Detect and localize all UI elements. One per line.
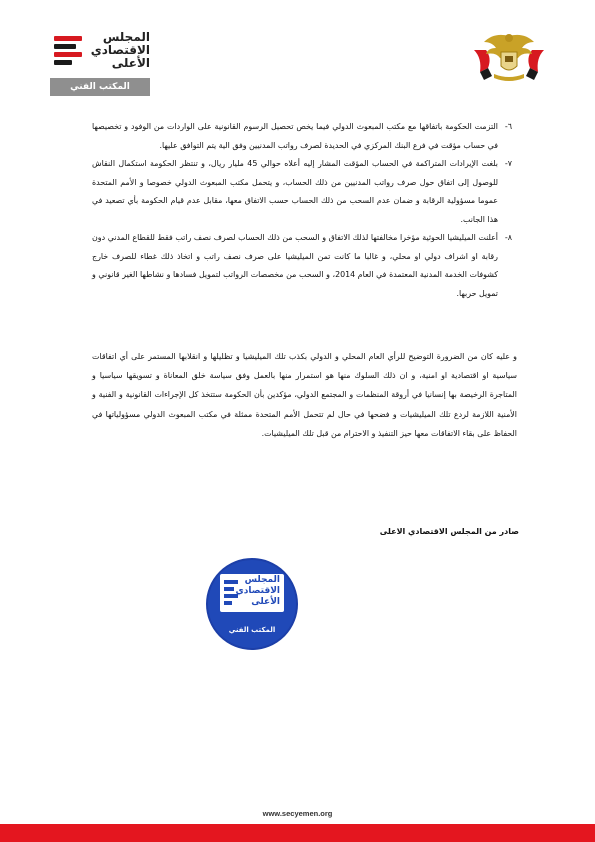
logo-line-3: الأعلى — [111, 56, 150, 70]
list-item — [92, 118, 512, 155]
item-text: بلغت الإيرادات المتراكمة في الحساب المؤقت المشار إليه أعلاه حوالي 45 مليار ريال، و تنتظر الحكومة استكمال النقاش للوصول إلى اتفاق حول صرف رواتب المدنيين من ذلك الحساب، و يتحمل مكتب المبعوث الدولي خصوصا و الأمم المتحدة عموما مسؤولية الرقابة و ضمان عدم السحب من ذلك الحساب حسب الاتفاق معها، مقابل عدم قيام الحكومة بأي تصعيد في هذا الجانب. — [92, 159, 498, 224]
item-text: التزمت الحكومة باتفاقها مع مكتب المبعوث الدولي فيما يخص تحصيل الرسوم القانونية على الواردات من الوفود و تخصيصها في حساب مؤقت في فرع البنك المركزي في الحديدة لصرف رواتب المدنيين وفق الية يتم التوافق عليها. — [92, 122, 498, 150]
item-number: ٦- — [504, 122, 512, 131]
stamp-line-1: المجلس — [244, 575, 280, 585]
council-logo — [52, 30, 152, 74]
yemen-emblem-logo — [470, 28, 548, 86]
numbered-items — [92, 118, 512, 303]
item-number: ٨- — [504, 233, 512, 242]
stamp-line-3: الأعلى — [251, 597, 280, 607]
logo-line-2: الاقتصادي — [90, 43, 150, 57]
stamp-office-label: المكتب الفني — [228, 626, 276, 634]
footer-red-bar — [0, 824, 595, 842]
list-item — [92, 155, 512, 229]
stamp-logo-panel — [220, 574, 284, 612]
item-number: ٧- — [504, 159, 512, 168]
logo-line-1: المجلس — [102, 30, 150, 44]
official-stamp — [206, 558, 298, 650]
website-url[interactable]: www.secyemen.org — [262, 809, 333, 818]
stamp-line-2: الاقتصادي — [235, 586, 280, 596]
issued-by-line: صادر من المجلس الاقتصادي الاعلى — [379, 527, 519, 536]
item-text: أعلنت الميليشيا الحوثية مؤخرا مخالفتها لذلك الاتفاق و السحب من ذلك الحساب لصرف نصف راتب فقط للقطاع المدني دون رقابة او اشراف دولي او محلي، و غالبا ما كانت تمن الميليشيا على صرف نصف راتب و اتخاذ ذلك غطاء للصرف خارج كشوفات الخدمة المدنية المعتمدة في العام 2014، و السحب من مخصصات الرواتب لتمويل فسادها و نشاطها الغير قانوني و تمويل حربها. — [92, 233, 498, 298]
list-item — [92, 229, 512, 303]
closing-paragraph: و عليه كان من الضرورة التوضيح للرأي العام المحلي و الدولي بكذب تلك الميليشيا و تظليلها و انقلابها المستمر على أي اتفاقات سياسية او اقتصادية او امنية، و ان ذلك السلوك منها هو استمرار منها بالعمل وفق سياسة خلق المعاناة و تسويقها سياسيا و المتاجرة الرخيصة بها إنسانيا في أروقة المنظمات و المجتمع الدولي، مؤكدين بأن الحكومة ستتخذ كل الإجراءات القانونية و الفنية و الأمنية اللازمة لردع تلك الميليشيات و فضحها في حال لم تتحمل الأمم المتحدة ممثلة في مكتب المبعوث الدولي مسؤولياتها في الحفاظ على بقاء الاتفاقات معها حيز التنفيذ و الاحترام من قبل تلك الميليشيات. — [92, 352, 517, 438]
technical-office-tab: المكتب الفني — [50, 78, 150, 96]
